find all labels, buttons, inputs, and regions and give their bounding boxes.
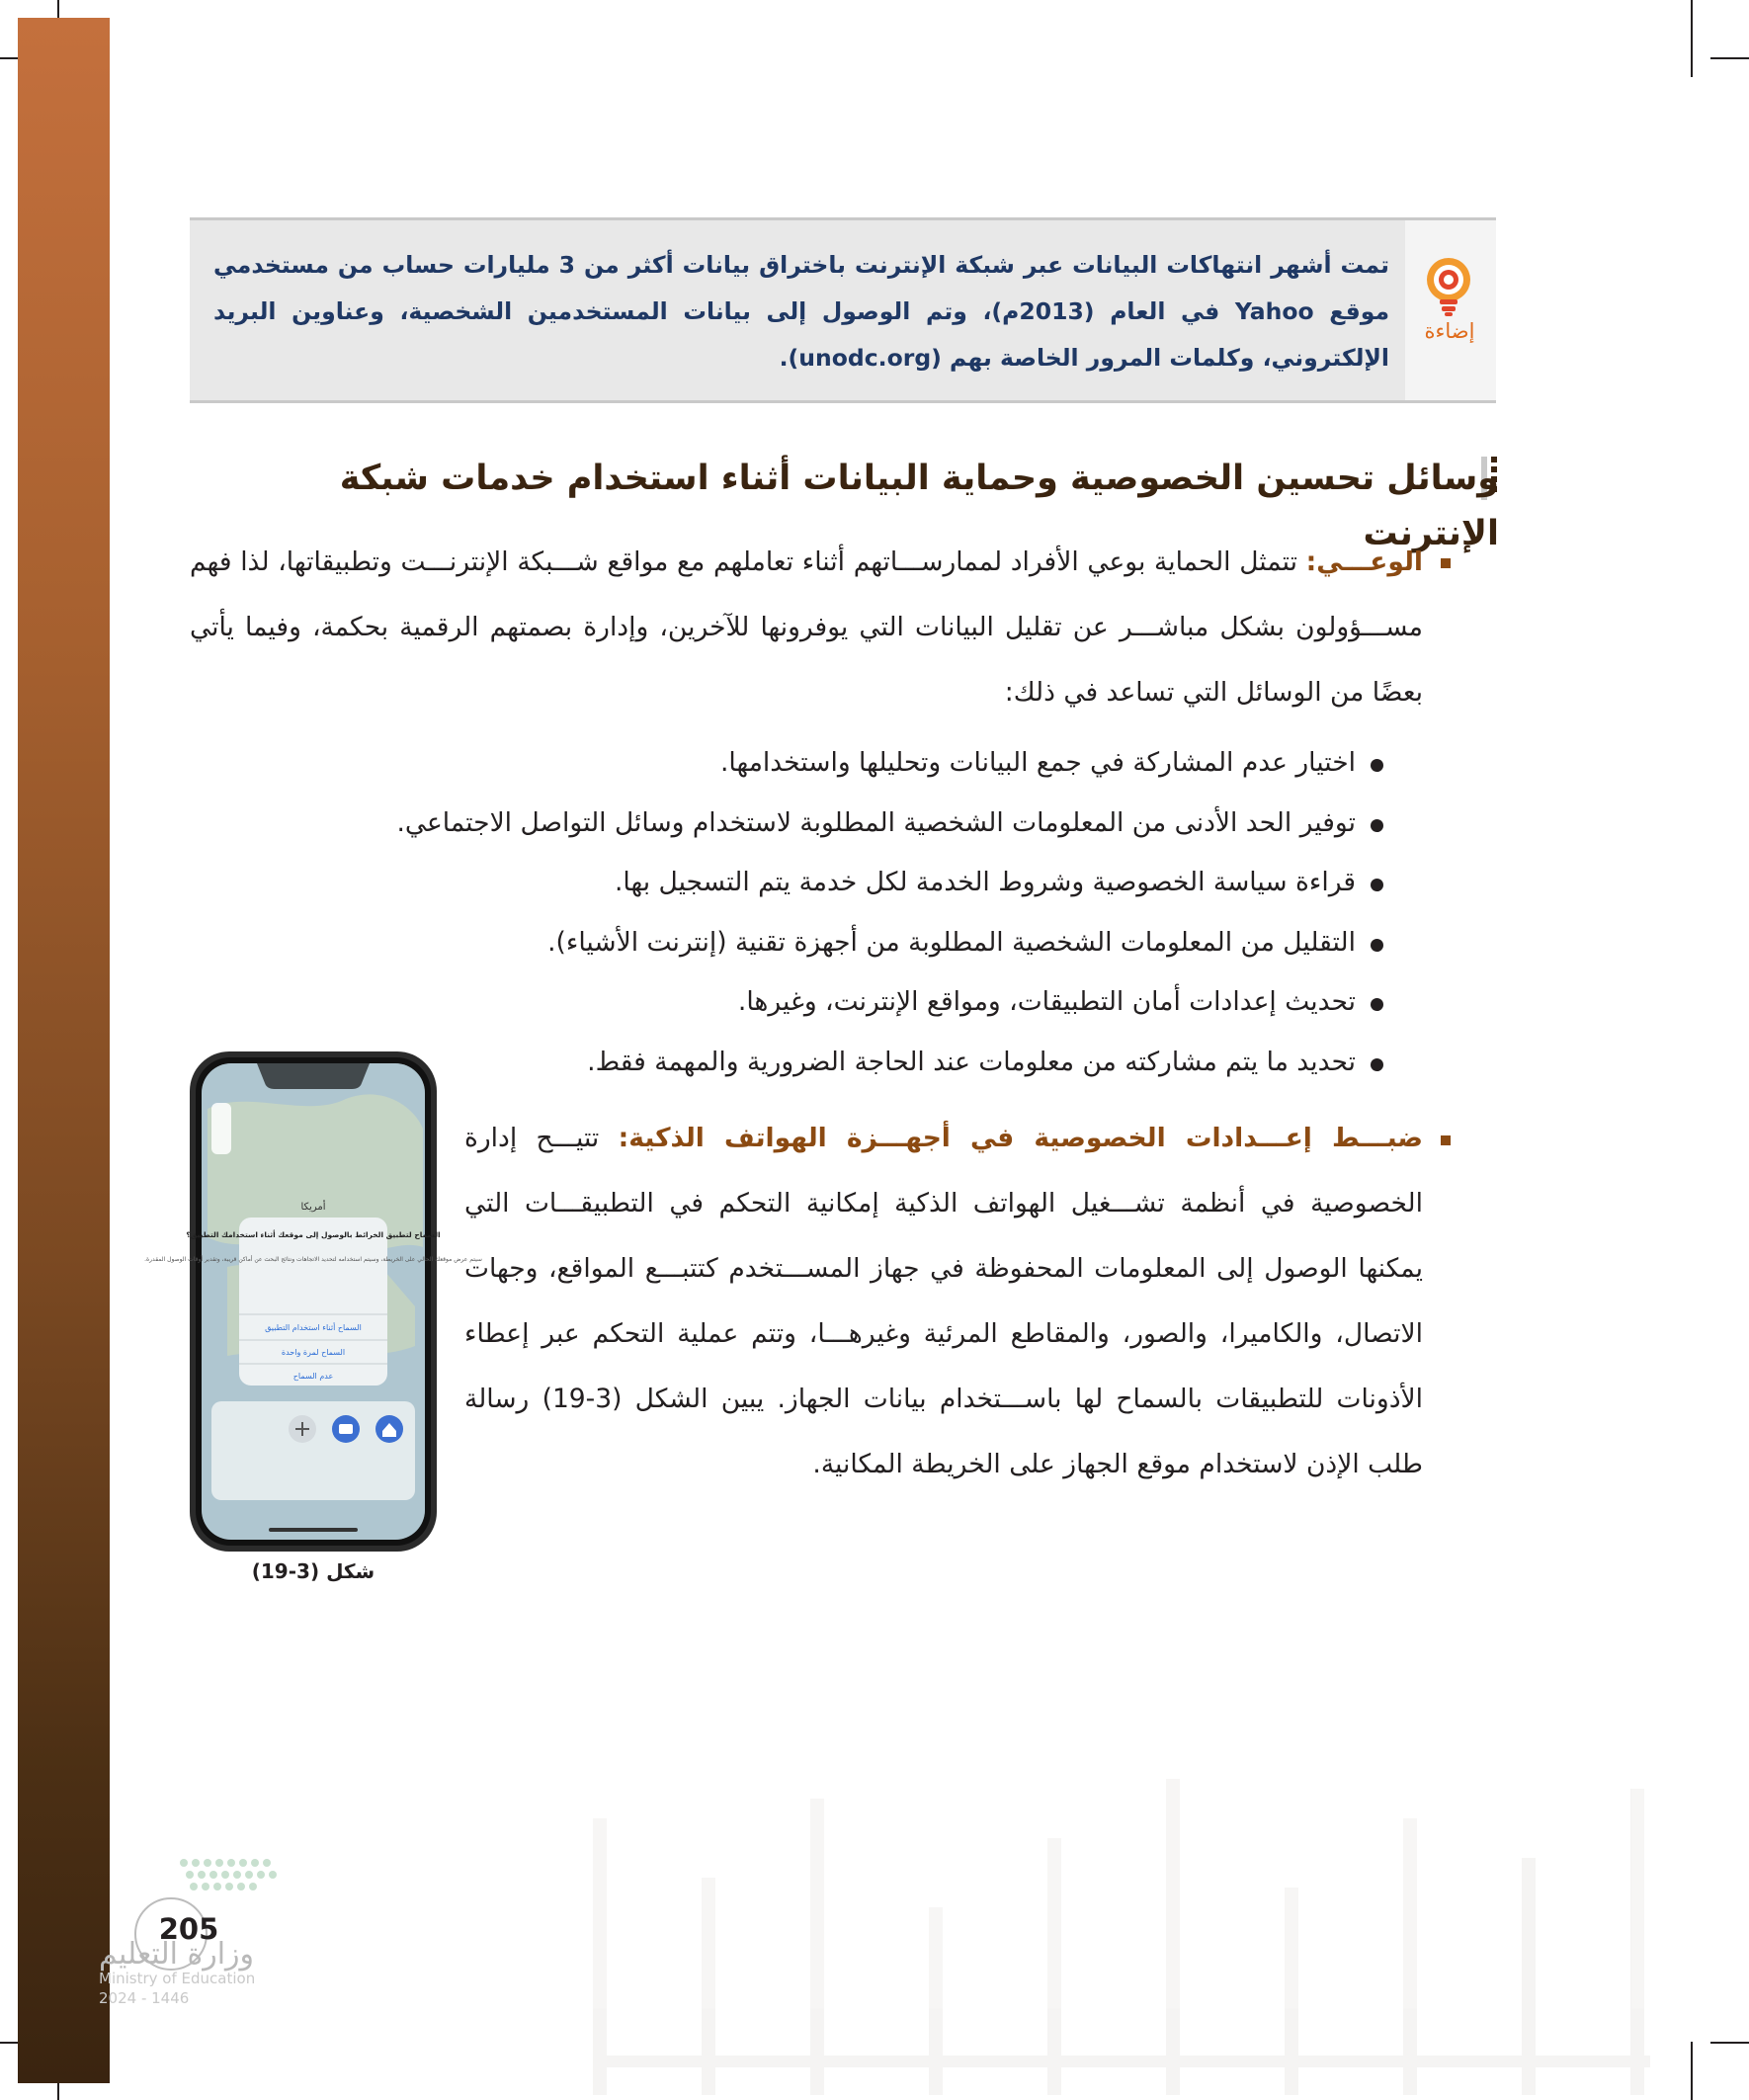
section-title: وسائل تحسين الخصوصية وحماية البيانات أثناء استخدام خدمات شبكة الإنترنت (339, 459, 1499, 553)
privacy-tips-list (395, 733, 1383, 1092)
svg-text:السماح لتطبيق الخرائط بالوصول: السماح لتطبيق الخرائط بالوصول إلى موقعك أثناء استخدامك التطبيق؟ (186, 1230, 441, 1239)
phone-permission-illustration (144, 1050, 482, 1554)
svg-text:عدم السماح: عدم السماح (292, 1372, 334, 1381)
svg-text:أمريكا: أمريكا (300, 1202, 326, 1213)
svg-text:سيتم عرض موقعك الحالي على الخر: سيتم عرض موقعك الحالي على الخريطة، وسيتم استخدامه لتحديد الاتجاهات ونتائج البحث عن أماكن قريبة، وتقدير أوقات الوصول المقدرة. (144, 1256, 482, 1263)
crop-mark (1691, 2042, 1693, 2100)
edition-year: 2024 - 1446 (99, 1989, 190, 2007)
callout-label: إضاءة (1424, 319, 1475, 343)
paragraph-bullet (1441, 558, 1451, 568)
callout-text: تمت أشهر انتهاكات البيانات عبر شبكة الإنترنت باختراق بيانات أكثر من 3 مليارات حساب من مستخدمي موقع Yahoo في العام (2013م)، وتم الوصول إلى بيانات المستخدمين الشخصية، وعناوين البريد الإلكتروني، وكلمات المرور الخاصة بهم (unodc.org). (213, 251, 1390, 372)
callout-icon-column (1405, 220, 1496, 400)
figure-caption: شكل (3-19) (251, 1559, 375, 1583)
smartphone-term: ضبـــط إعـــدادات الخصوصية في أجهـــزة الهواتف الذكية: (618, 1123, 1423, 1153)
smartphone-paragraph (464, 1106, 1423, 1497)
background-calligraphy-watermark (553, 1759, 1690, 2095)
smartphone-text: تتيـــح إدارة الخصوصية في أنظمة تشـــغيل الهواتف الذكية إمكانية التحكم في التطبيقـــات التي يمكنها الوصول إلى المعلومات المحفوظة في جهاز المســـتخدم كتتبـــع المواقع، وجهات الاتصال، والكاميرا، والصور، والمقاطع المرئية وغيرهـــا، وتتم عملية التحكم عبر إعطاء الأذونات للتطبيقات بالسماح لها باســـتخدام بيانات الجهاز. يبين الشكل (3-19) رسالة طلب الإذن لاستخدام موقع الجهاز على الخريطة المكانية. (464, 1123, 1423, 1479)
list-item: اختيار عدم المشاركة في جمع البيانات وتحليلها واستخدامها. (395, 733, 1383, 794)
awareness-term: الوعـــي: (1305, 546, 1423, 577)
list-item: تحديد ما يتم مشاركته من معلومات عند الحاجة الضرورية والمهمة فقط. (395, 1033, 1383, 1093)
paragraph-bullet (1441, 1135, 1451, 1145)
awareness-text: تتمثل الحماية بوعي الأفراد لممارســـاتهم أثناء تعاملهم مع مواقع شـــبكة الإنترنـــت وتطبيقاتها، لذا فهم مســـؤولون بشكل مباشـــر عن تقليل البيانات التي يوفرونها للآخرين، وإدارة بصمتهم الرقمية بحكمة، وفيما يأتي بعضًا من الوسائل التي تساعد في ذلك: (190, 546, 1423, 708)
svg-text:السماح لمرة واحدة: السماح لمرة واحدة (281, 1348, 346, 1357)
awareness-paragraph (190, 530, 1423, 725)
decorative-side-band (18, 18, 110, 2083)
page-number: 205 (158, 1912, 219, 1946)
svg-text:السماح أثناء استخدام التطبيق: السماح أثناء استخدام التطبيق (265, 1323, 362, 1332)
list-item: تحديث إعدادات أمان التطبيقات، ومواقع الإنترنت، وغيرها. (395, 972, 1383, 1033)
info-callout (190, 217, 1496, 403)
ministry-name-en: Ministry of Education (99, 1970, 256, 1987)
list-item: توفير الحد الأدنى من المعلومات الشخصية المطلوبة لاستخدام وسائل التواصل الاجتماعي. (395, 794, 1383, 854)
ministry-name-ar: وزارة التعليم (99, 1937, 255, 1972)
crop-mark (1691, 0, 1693, 77)
crop-mark (1710, 2042, 1749, 2044)
lightbulb-icon (1423, 256, 1474, 317)
list-item: التقليل من المعلومات الشخصية المطلوبة من أجهزة تقنية (إنترنت الأشياء). (395, 913, 1383, 973)
crop-mark (1710, 57, 1749, 59)
list-item: قراءة سياسة الخصوصية وشروط الخدمة لكل خدمة يتم التسجيل بها. (395, 853, 1383, 913)
